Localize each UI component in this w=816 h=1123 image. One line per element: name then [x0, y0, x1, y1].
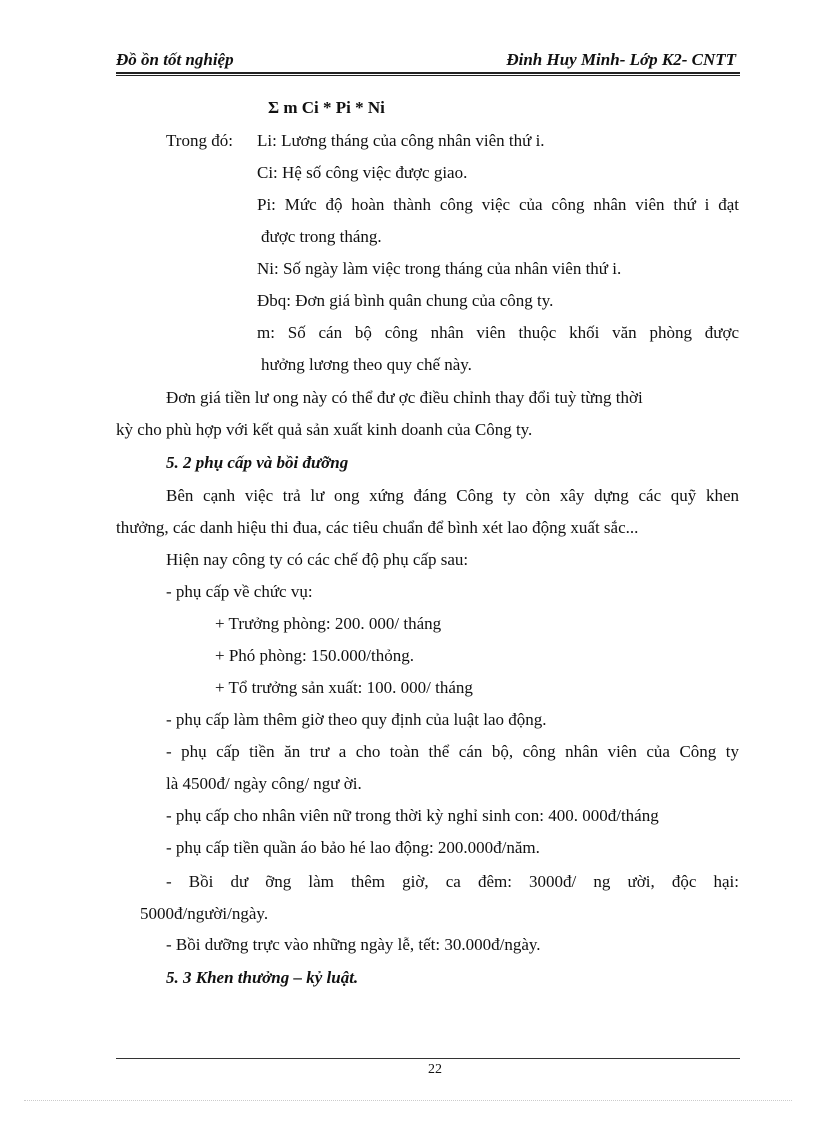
where-m-line1: m: Số cán bộ công nhân viên thuộc khối văn phòng được	[257, 323, 739, 342]
allowance-bonus-line1: - Bồi dư ỡng làm thêm giờ, ca đêm: 3000đ/ ng ười, độc hại:	[166, 872, 739, 891]
s52-para1-line1: Bên cạnh việc trả lư ong xứng đáng Công ty còn xây dựng các quỹ khen	[166, 486, 739, 505]
allowance-clothing: - phụ cấp tiền quần áo bảo hé lao động: 200.000đ/năm.	[166, 838, 540, 857]
formula-line: Σ m Ci * Pi * Ni	[268, 98, 385, 117]
allowance-holiday: - Bồi dưỡng trực vào những ngày lễ, tết: 30.000đ/ngày.	[166, 935, 541, 954]
allowance-position: - phụ cấp về chức vụ:	[166, 582, 313, 601]
where-ni: Ni: Số ngày làm việc trong tháng của nhân viên thứ i.	[257, 259, 622, 278]
allowance-bonus-line2: 5000đ/người/ngày.	[140, 904, 269, 923]
para1-line1: Đơn giá tiền lư ong này có thể đư ợc điều chỉnh thay đổi tuỳ từng thời	[166, 388, 643, 407]
allowance-position-sub1: + Trưởng phòng: 200. 000/ tháng	[215, 614, 442, 633]
page-number: 22	[428, 1062, 442, 1077]
header-rule	[116, 72, 740, 74]
header-left: Đồ ồn tốt nghiệp	[116, 50, 234, 69]
allowance-lunch-line1: - phụ cấp tiền ăn trư a cho toàn thể cán bộ, công nhân viên của Công ty	[166, 742, 739, 761]
allowance-overtime: - phụ cấp làm thêm giờ theo quy định của luật lao động.	[166, 710, 547, 729]
where-ci: Ci: Hệ số công việc được giao.	[257, 163, 468, 182]
s52-para2: Hiện nay công ty có các chế độ phụ cấp sau:	[166, 550, 469, 569]
footer-rule	[116, 1058, 740, 1059]
header-right: Đinh Huy Minh- Lớp K2- CNTT	[506, 50, 736, 69]
section-5-2-heading: 5. 2 phụ cấp và bồi đưỡng	[166, 453, 349, 472]
where-m-line2: hưởng lương theo quy chế này.	[261, 355, 472, 374]
para1-line2: kỳ cho phù hợp với kết quả sản xuất kinh doanh của Công ty.	[116, 420, 533, 439]
allowance-position-sub2: + Phó phòng: 150.000/thỏng.	[215, 646, 414, 665]
s52-para1-line2: thưởng, các danh hiệu thi đua, các tiêu chuẩn để bình xét lao động xuất sắc...	[116, 518, 639, 537]
allowance-lunch-line2: là 4500đ/ ngày công/ ngư ời.	[166, 774, 362, 793]
page-edge-dotted	[24, 1100, 792, 1101]
where-li: Li: Lương tháng của công nhân viên thứ i.	[257, 131, 545, 150]
section-5-3-heading: 5. 3 Khen thưởng – kỷ luật.	[166, 968, 359, 987]
allowance-maternity: - phụ cấp cho nhân viên nữ trong thời kỳ nghỉ sinh con: 400. 000đ/tháng	[166, 806, 659, 825]
where-pi-line1: Pi: Mức độ hoàn thành công việc của công nhân viên thứ i đạt	[257, 195, 739, 214]
header-rule-thin	[116, 75, 740, 76]
allowance-position-sub3: + Tổ trưởng sản xuất: 100. 000/ tháng	[215, 678, 473, 697]
where-pi-line2: được trong tháng.	[261, 227, 382, 246]
where-dbq: Đbq: Đơn giá bình quân chung của công ty.	[257, 291, 554, 310]
where-lead: Trong đó:	[166, 131, 233, 150]
